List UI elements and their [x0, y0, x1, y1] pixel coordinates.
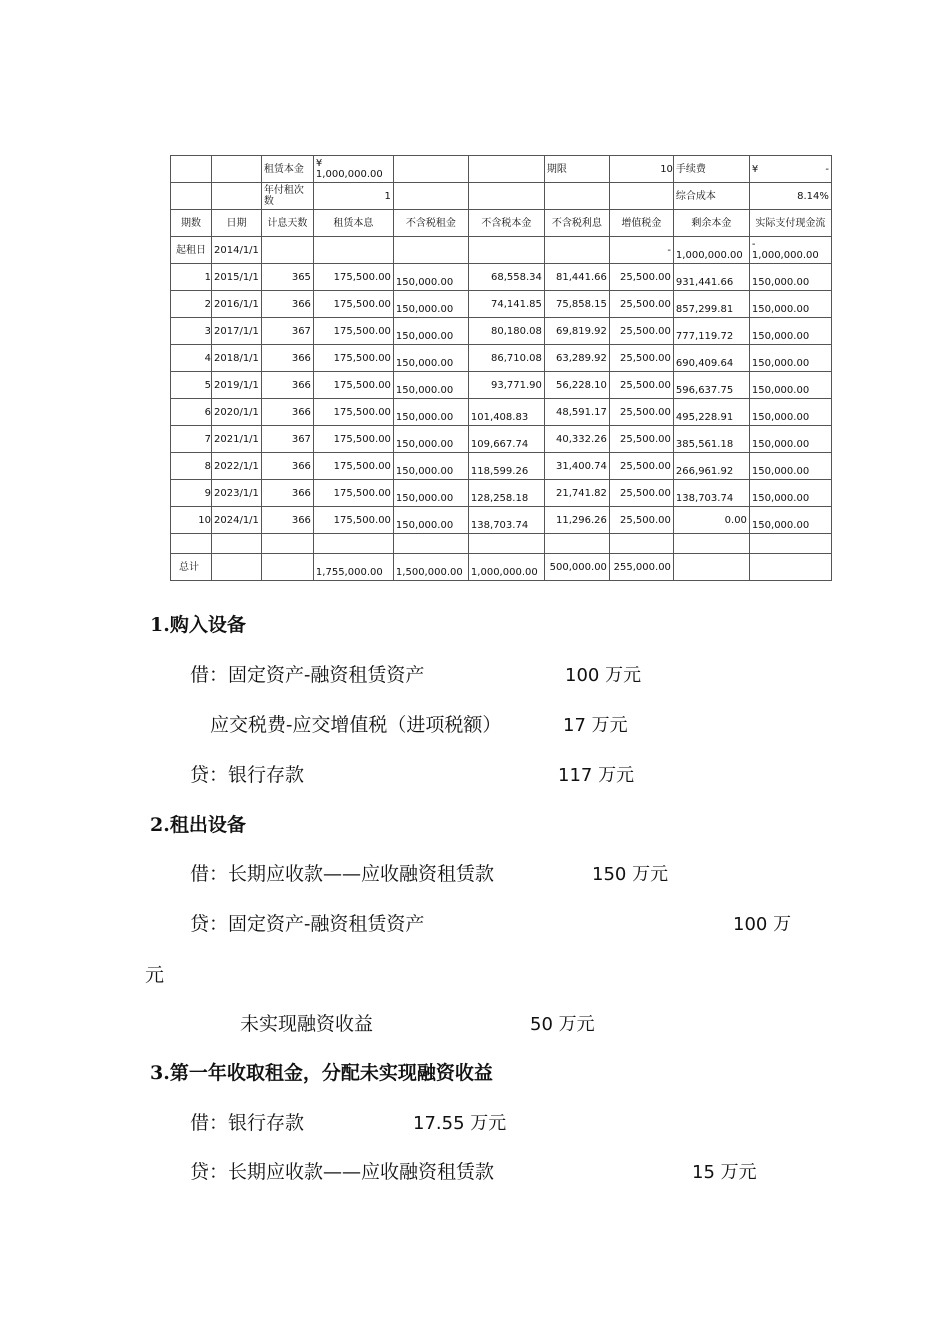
date-cell: 2019/1/1: [212, 372, 262, 399]
column-header: 计息天数: [261, 210, 313, 237]
section-3-heading: [150, 1058, 493, 1085]
table-cell: [393, 534, 468, 554]
term-label: 期限: [544, 156, 609, 183]
period-cell: 8: [171, 453, 212, 480]
remaining-cell: 931,441.66: [673, 264, 749, 291]
cost-label: 综合成本: [673, 183, 749, 210]
section-1-number: 1.: [150, 614, 170, 636]
cashflow-cell: 150,000.00: [749, 480, 831, 507]
s3-debit-amount: 17.55 万元: [413, 1113, 507, 1134]
total-rent-cell: 1,500,000.00: [393, 554, 468, 581]
table-cell: [313, 534, 393, 554]
rent-cell: 150,000.00: [393, 453, 468, 480]
total-cell: 175,500.00: [313, 399, 393, 426]
table-cell: [544, 183, 609, 210]
rent-cell: 150,000.00: [393, 507, 468, 534]
days-cell: 365: [261, 264, 313, 291]
period-cell: 7: [171, 426, 212, 453]
table-cell: [749, 534, 831, 554]
start-vat: -: [609, 237, 673, 264]
principal-value-cell: [313, 156, 393, 183]
column-header: 日期: [212, 210, 262, 237]
total-label: 总计: [171, 554, 212, 581]
column-header: 期数: [171, 210, 212, 237]
interest-cell: 40,332.26: [544, 426, 609, 453]
s2-income-line: 未实现融资收益: [240, 1013, 374, 1035]
rent-cell: 150,000.00: [393, 291, 468, 318]
table-header-row: [171, 210, 832, 237]
section-2-heading: [150, 810, 246, 837]
period-cell: 5: [171, 372, 212, 399]
vat-cell: 25,500.00: [609, 426, 673, 453]
principal-cell: 138,703.74: [468, 507, 544, 534]
days-cell: 367: [261, 318, 313, 345]
principal-cell: 118,599.26: [468, 453, 544, 480]
table-row: [171, 264, 832, 291]
table-row: [171, 480, 832, 507]
fee-symbol: ¥: [751, 163, 759, 175]
s1-debit-amount: 100 万元: [565, 665, 642, 686]
s1-tax-amount: 17 万元: [563, 715, 628, 736]
table-cell: [393, 183, 468, 210]
remaining-cell: 266,961.92: [673, 453, 749, 480]
table-cell: [544, 237, 609, 264]
table-row: [171, 345, 832, 372]
days-cell: 366: [261, 453, 313, 480]
table-row-empty: [171, 534, 832, 554]
period-cell: 6: [171, 399, 212, 426]
table-cell: [261, 534, 313, 554]
total-sum-cell: 1,755,000.00: [313, 554, 393, 581]
section-3-title: 第一年收取租金，分配未实现融资收益: [169, 1062, 493, 1084]
column-header: 租赁本息: [313, 210, 393, 237]
cashflow-cell: 150,000.00: [749, 345, 831, 372]
cashflow-cell: 150,000.00: [749, 507, 831, 534]
table-cell: [393, 156, 468, 183]
total-cell: 175,500.00: [313, 426, 393, 453]
section-2-number: 2.: [150, 814, 170, 836]
vat-cell: 25,500.00: [609, 345, 673, 372]
table-row: [171, 291, 832, 318]
total-cell: 175,500.00: [313, 345, 393, 372]
s2-income-amount: 50 万元: [530, 1014, 595, 1035]
remaining-cell: 385,561.18: [673, 426, 749, 453]
table-row: [171, 507, 832, 534]
table-row-principal: [171, 156, 832, 183]
start-cashflow: 1,000,000.00: [751, 250, 819, 261]
column-header: 不含税租金: [393, 210, 468, 237]
table-cell: [313, 237, 393, 264]
cost-value: 8.14%: [749, 183, 831, 210]
remaining-cell: 138,703.74: [673, 480, 749, 507]
table-cell: [261, 237, 313, 264]
section-3-number: 3.: [150, 1062, 170, 1084]
vat-cell: 25,500.00: [609, 372, 673, 399]
vat-cell: 25,500.00: [609, 399, 673, 426]
vat-cell: 25,500.00: [609, 507, 673, 534]
total-cell: 175,500.00: [313, 453, 393, 480]
table-row: [171, 453, 832, 480]
principal-cell: 93,771.90: [468, 372, 544, 399]
table-row-total: [171, 554, 832, 581]
days-cell: 367: [261, 426, 313, 453]
s1-debit-line: 借：固定资产-融资租赁资产: [190, 664, 425, 686]
start-cashflow-cell: [749, 237, 831, 264]
table-row-start: [171, 237, 832, 264]
rent-cell: 150,000.00: [393, 264, 468, 291]
total-cell: 175,500.00: [313, 264, 393, 291]
start-cashflow-sign: -: [751, 239, 756, 250]
total-vat-cell: 255,000.00: [609, 554, 673, 581]
total-cell: 175,500.00: [313, 291, 393, 318]
start-period: 起租日: [171, 237, 212, 264]
payments-label: 年付租次数: [261, 183, 313, 210]
principal-cell: 80,180.08: [468, 318, 544, 345]
date-cell: 2023/1/1: [212, 480, 262, 507]
column-header: 实际支付现金流: [749, 210, 831, 237]
total-principal-cell: 1,000,000.00: [468, 554, 544, 581]
remaining-cell: 777,119.72: [673, 318, 749, 345]
table-cell: [212, 554, 262, 581]
table-cell: [393, 237, 468, 264]
term-value: 10: [609, 156, 673, 183]
interest-cell: 75,858.15: [544, 291, 609, 318]
principal-cell: 109,667.74: [468, 426, 544, 453]
principal-cell: 86,710.08: [468, 345, 544, 372]
interest-cell: 48,591.17: [544, 399, 609, 426]
principal-cell: 128,258.18: [468, 480, 544, 507]
principal-label: 租赁本金: [261, 156, 313, 183]
cashflow-cell: 150,000.00: [749, 318, 831, 345]
section-2-title: 租出设备: [169, 814, 246, 836]
date-cell: 2017/1/1: [212, 318, 262, 345]
vat-cell: 25,500.00: [609, 453, 673, 480]
days-cell: 366: [261, 291, 313, 318]
interest-cell: 56,228.10: [544, 372, 609, 399]
table-cell: [673, 534, 749, 554]
table-cell: [468, 534, 544, 554]
section-1-title: 购入设备: [169, 614, 246, 636]
principal-cell: 74,141.85: [468, 291, 544, 318]
s3-credit-line: 贷：长期应收款——应收融资租赁款: [190, 1161, 495, 1183]
period-cell: 2: [171, 291, 212, 318]
table-row: [171, 372, 832, 399]
interest-cell: 21,741.82: [544, 480, 609, 507]
table-cell: [673, 554, 749, 581]
table-cell: [749, 554, 831, 581]
s3-credit-amount: 15 万元: [692, 1162, 757, 1183]
rent-cell: 150,000.00: [393, 480, 468, 507]
s2-debit-amount: 150 万元: [592, 864, 669, 885]
date-cell: 2021/1/1: [212, 426, 262, 453]
table-cell: [468, 156, 544, 183]
date-cell: 2020/1/1: [212, 399, 262, 426]
date-cell: 2022/1/1: [212, 453, 262, 480]
total-cell: 175,500.00: [313, 507, 393, 534]
start-remaining: 1,000,000.00: [673, 237, 749, 264]
table-cell: [609, 183, 673, 210]
section-1-heading: [150, 610, 246, 637]
table-cell: [171, 183, 212, 210]
column-header: 剩余本金: [673, 210, 749, 237]
rent-cell: 150,000.00: [393, 372, 468, 399]
days-cell: 366: [261, 345, 313, 372]
total-cell: 175,500.00: [313, 372, 393, 399]
days-cell: 366: [261, 507, 313, 534]
table-cell: [212, 534, 262, 554]
remaining-cell: 857,299.81: [673, 291, 749, 318]
s1-credit-amount: 117 万元: [558, 765, 635, 786]
cashflow-cell: 150,000.00: [749, 264, 831, 291]
days-cell: 366: [261, 372, 313, 399]
rent-cell: 150,000.00: [393, 426, 468, 453]
period-cell: 1: [171, 264, 212, 291]
vat-cell: 25,500.00: [609, 480, 673, 507]
table-cell: [171, 534, 212, 554]
days-cell: 366: [261, 399, 313, 426]
table-cell: [468, 183, 544, 210]
s1-tax-line: 应交税费-应交增值税（进项税额）: [210, 714, 502, 736]
rent-cell: 150,000.00: [393, 399, 468, 426]
table-row: [171, 318, 832, 345]
remaining-cell: 495,228.91: [673, 399, 749, 426]
remaining-cell: 690,409.64: [673, 345, 749, 372]
cashflow-cell: 150,000.00: [749, 453, 831, 480]
interest-cell: 63,289.92: [544, 345, 609, 372]
period-cell: 3: [171, 318, 212, 345]
vat-cell: 25,500.00: [609, 318, 673, 345]
cashflow-cell: 150,000.00: [749, 426, 831, 453]
start-date: 2014/1/1: [212, 237, 262, 264]
period-cell: 9: [171, 480, 212, 507]
remaining-cell: 596,637.75: [673, 372, 749, 399]
date-cell: 2018/1/1: [212, 345, 262, 372]
fee-value-cell: [749, 156, 831, 183]
s2-debit-line: 借：长期应收款——应收融资租赁款: [190, 863, 495, 885]
column-header: 不含税利息: [544, 210, 609, 237]
principal-cell: 68,558.34: [468, 264, 544, 291]
principal-value: 1,000,000.00: [315, 169, 383, 180]
table-cell: [212, 183, 262, 210]
lease-schedule-table: [170, 155, 832, 581]
fee-value: -: [825, 163, 829, 175]
cashflow-cell: 150,000.00: [749, 372, 831, 399]
table-cell: [609, 534, 673, 554]
interest-cell: 81,441.66: [544, 264, 609, 291]
date-cell: 2024/1/1: [212, 507, 262, 534]
total-cell: 175,500.00: [313, 480, 393, 507]
table-cell: [544, 534, 609, 554]
s2-credit-line: 贷：固定资产-融资租赁资产: [190, 913, 425, 935]
total-interest-cell: 500,000.00: [544, 554, 609, 581]
table-row: [171, 399, 832, 426]
table-row-payments: [171, 183, 832, 210]
s3-debit-line: 借：银行存款: [190, 1112, 305, 1134]
rent-cell: 150,000.00: [393, 318, 468, 345]
vat-cell: 25,500.00: [609, 264, 673, 291]
column-header: 增值税金: [609, 210, 673, 237]
date-cell: 2016/1/1: [212, 291, 262, 318]
date-cell: 2015/1/1: [212, 264, 262, 291]
rent-cell: 150,000.00: [393, 345, 468, 372]
table-cell: [261, 554, 313, 581]
payments-value: 1: [313, 183, 393, 210]
principal-cell: 101,408.83: [468, 399, 544, 426]
days-cell: 366: [261, 480, 313, 507]
s2-credit-amount: 100 万: [733, 914, 792, 935]
interest-cell: 69,819.92: [544, 318, 609, 345]
total-cell: 175,500.00: [313, 318, 393, 345]
table-cell: [212, 156, 262, 183]
remaining-cell: 0.00: [673, 507, 749, 534]
cashflow-cell: 150,000.00: [749, 399, 831, 426]
column-header: 不含税本金: [468, 210, 544, 237]
vat-cell: 25,500.00: [609, 291, 673, 318]
principal-symbol: ¥: [315, 158, 323, 169]
interest-cell: 31,400.74: [544, 453, 609, 480]
table-cell: [171, 156, 212, 183]
table-cell: [468, 237, 544, 264]
cashflow-cell: 150,000.00: [749, 291, 831, 318]
period-cell: 4: [171, 345, 212, 372]
s2-credit-wrap: 元: [145, 964, 165, 986]
period-cell: 10: [171, 507, 212, 534]
table-row: [171, 426, 832, 453]
table-body: [171, 156, 832, 581]
interest-cell: 11,296.26: [544, 507, 609, 534]
s1-credit-line: 贷：银行存款: [190, 764, 305, 786]
fee-label: 手续费: [673, 156, 749, 183]
